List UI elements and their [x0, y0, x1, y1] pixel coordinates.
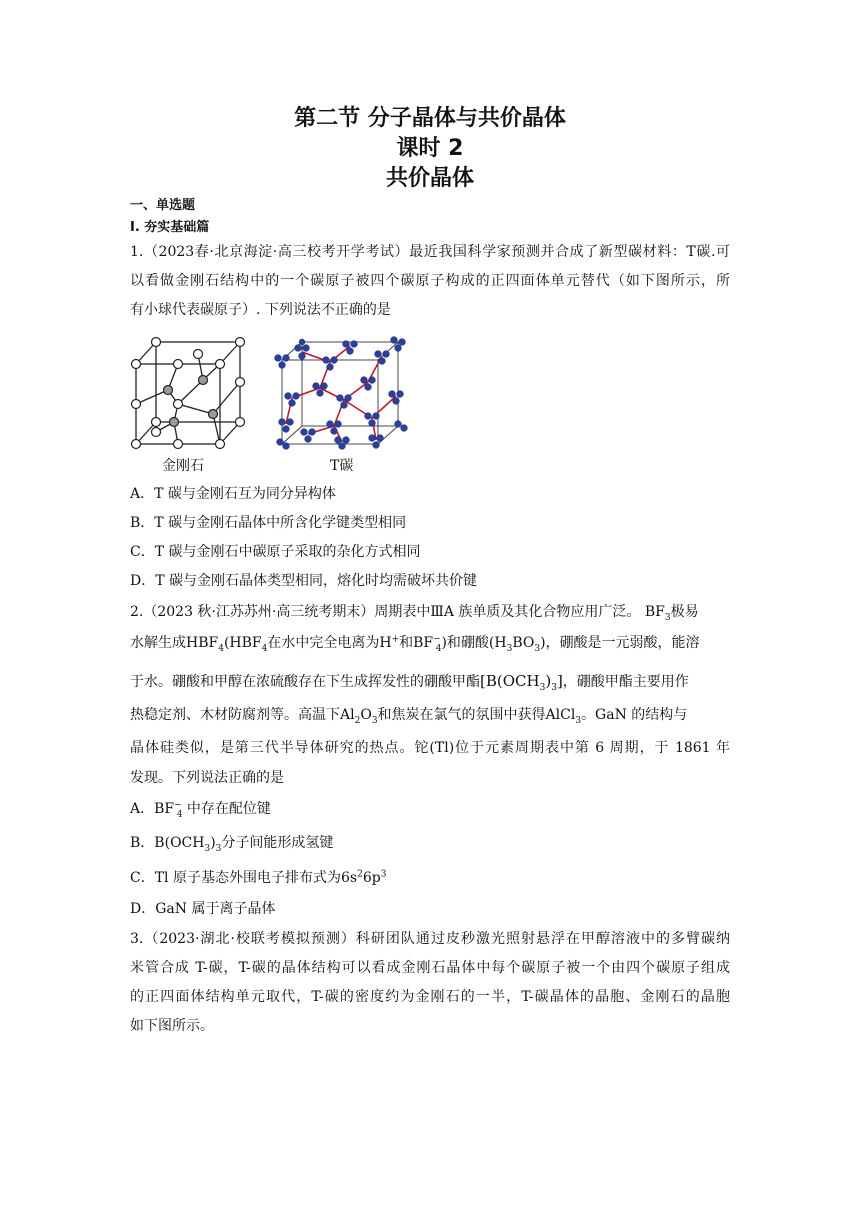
lesson-title: 课时 2: [396, 136, 464, 161]
q1-option-c: C．T 碳与金刚石中碳原子采取的杂化方式相同: [130, 544, 421, 560]
q2-line-5: 晶体硅类似，是第三代半导体研究的热点。铊(Tl)位于元素周期表中第 6 周期，于 1861 年: [130, 740, 730, 756]
q3-line-3: 的正四面体结构单元取代，T-碳的密度约为金刚石的一半，T-碳晶体的晶胞、金刚石的晶胞: [130, 989, 730, 1005]
q3-line-1: 3.（2023·湖北·校联考模拟预测）科研团队通过皮秒激光照射悬浮在甲醇溶液中的多臂碳纳: [130, 931, 730, 947]
q1-line-3: 有小球代表碳原子）. 下列说法不正确的是: [130, 302, 391, 318]
q2-text: )，硼酸是一元弱酸，能溶: [540, 635, 700, 651]
q2-text: 和: [399, 635, 414, 651]
q2-line-1: [130, 601, 730, 623]
formula-bf4-minus: $BF^-_4$: [413, 634, 442, 654]
formula-h3bo3: $H_3BO_3$: [494, 635, 541, 654]
formula-hbf4: $HBF_4$: [229, 635, 268, 654]
q1-option-d: D．T 碳与金刚石晶体类型相同，熔化时均需破坏共价键: [130, 573, 478, 589]
q2-text: 和焦炭在氯气的氛围中获得: [377, 707, 546, 723]
q2-option-b: B．$B(OCH_3)_3$分子间能形成氢键: [130, 835, 334, 854]
formula-h-plus: H+: [379, 634, 400, 651]
q3-line-2: 米管合成 T-碳，T-碳的晶体结构可以看成金刚石晶体中每个碳原子被一个由四个碳原子组成: [130, 960, 730, 976]
formula-alcl3: AlCl$_3$: [545, 707, 582, 726]
diamond-crystal-figure: [128, 334, 252, 452]
q2-option-d: D．GaN 属于离子晶体: [130, 901, 276, 917]
formula-hbf4: $HBF_4$: [186, 635, 224, 654]
formula-trimethyl-borate: $[B(OCH_3)_3]$: [480, 672, 563, 693]
t-carbon-caption: T碳: [330, 458, 354, 474]
formula-bf4-minus: $BF^-_4$: [154, 800, 183, 820]
formula-electron-config: $6s^26p^3$: [340, 869, 387, 886]
q2-text: (: [223, 635, 230, 651]
formula-bf3: $BF_3$: [644, 604, 671, 623]
q1-line-1: 1.（2023春·北京海淀·高三校考开学考试）最近我国科学家预测并合成了新型碳材料：T碳.可: [130, 244, 730, 260]
q1-line-2: 以看做金刚石结构中的一个碳原子被四个碳原子构成的正四面体单元替代（如下图所示，所: [130, 273, 730, 289]
formula-trimethyl-borate: $B(OCH_3)_3$: [154, 835, 222, 854]
q1-option-b: B．T 碳与金刚石晶体中所含化学键类型相同: [130, 515, 407, 531]
q2-text: 水解生成: [130, 635, 186, 651]
q2-text: 热稳定剂、木材防腐剂等。高温下: [130, 707, 340, 723]
q3-line-4: 如下图所示。: [130, 1018, 214, 1034]
q2-text: ，硼酸甲酯主要用作: [562, 674, 689, 690]
q2-option-c: C．Tl 原子基态外围电子排布式为$6s^26p^3$: [130, 869, 387, 886]
q1-option-a: A．T 碳与金刚石互为同分异构体: [130, 486, 336, 502]
q2-line-3: [130, 670, 730, 693]
t-carbon-crystal-figure: [272, 334, 412, 452]
q2-text: 于水。硼酸和甲醇在浓硫酸存在下生成挥发性的硼酸甲酯: [130, 674, 480, 690]
section-level: Ⅰ. 夯实基础篇: [130, 220, 210, 235]
topic-title: 共价晶体: [385, 166, 474, 191]
q2-text: 。GaN 的结构与: [581, 707, 688, 723]
section-type: 一、单选题: [130, 198, 196, 213]
q2-text: )和硼酸(: [441, 635, 495, 651]
q2-text: 在水中完全电离为: [267, 635, 380, 651]
q2-line-6: 发现。下列说法正确的是: [130, 770, 284, 786]
q2-option-a: A．$BF^-_4$ 中存在配位键: [130, 800, 271, 820]
q2-line-1-end: 极易: [670, 604, 699, 620]
q2-line-2: [130, 632, 730, 654]
formula-al2o3: $Al_2O_3$: [340, 707, 378, 726]
q2-line-4: [130, 704, 730, 726]
q2-line-1-text: 2.（2023 秋·江苏苏州·高三统考期末）周期表中ⅢA 族单质及其化合物应用广泛。: [130, 604, 641, 620]
chapter-title: 第二节 分子晶体与共价晶体: [294, 106, 566, 131]
diamond-caption: 金刚石: [162, 458, 204, 474]
